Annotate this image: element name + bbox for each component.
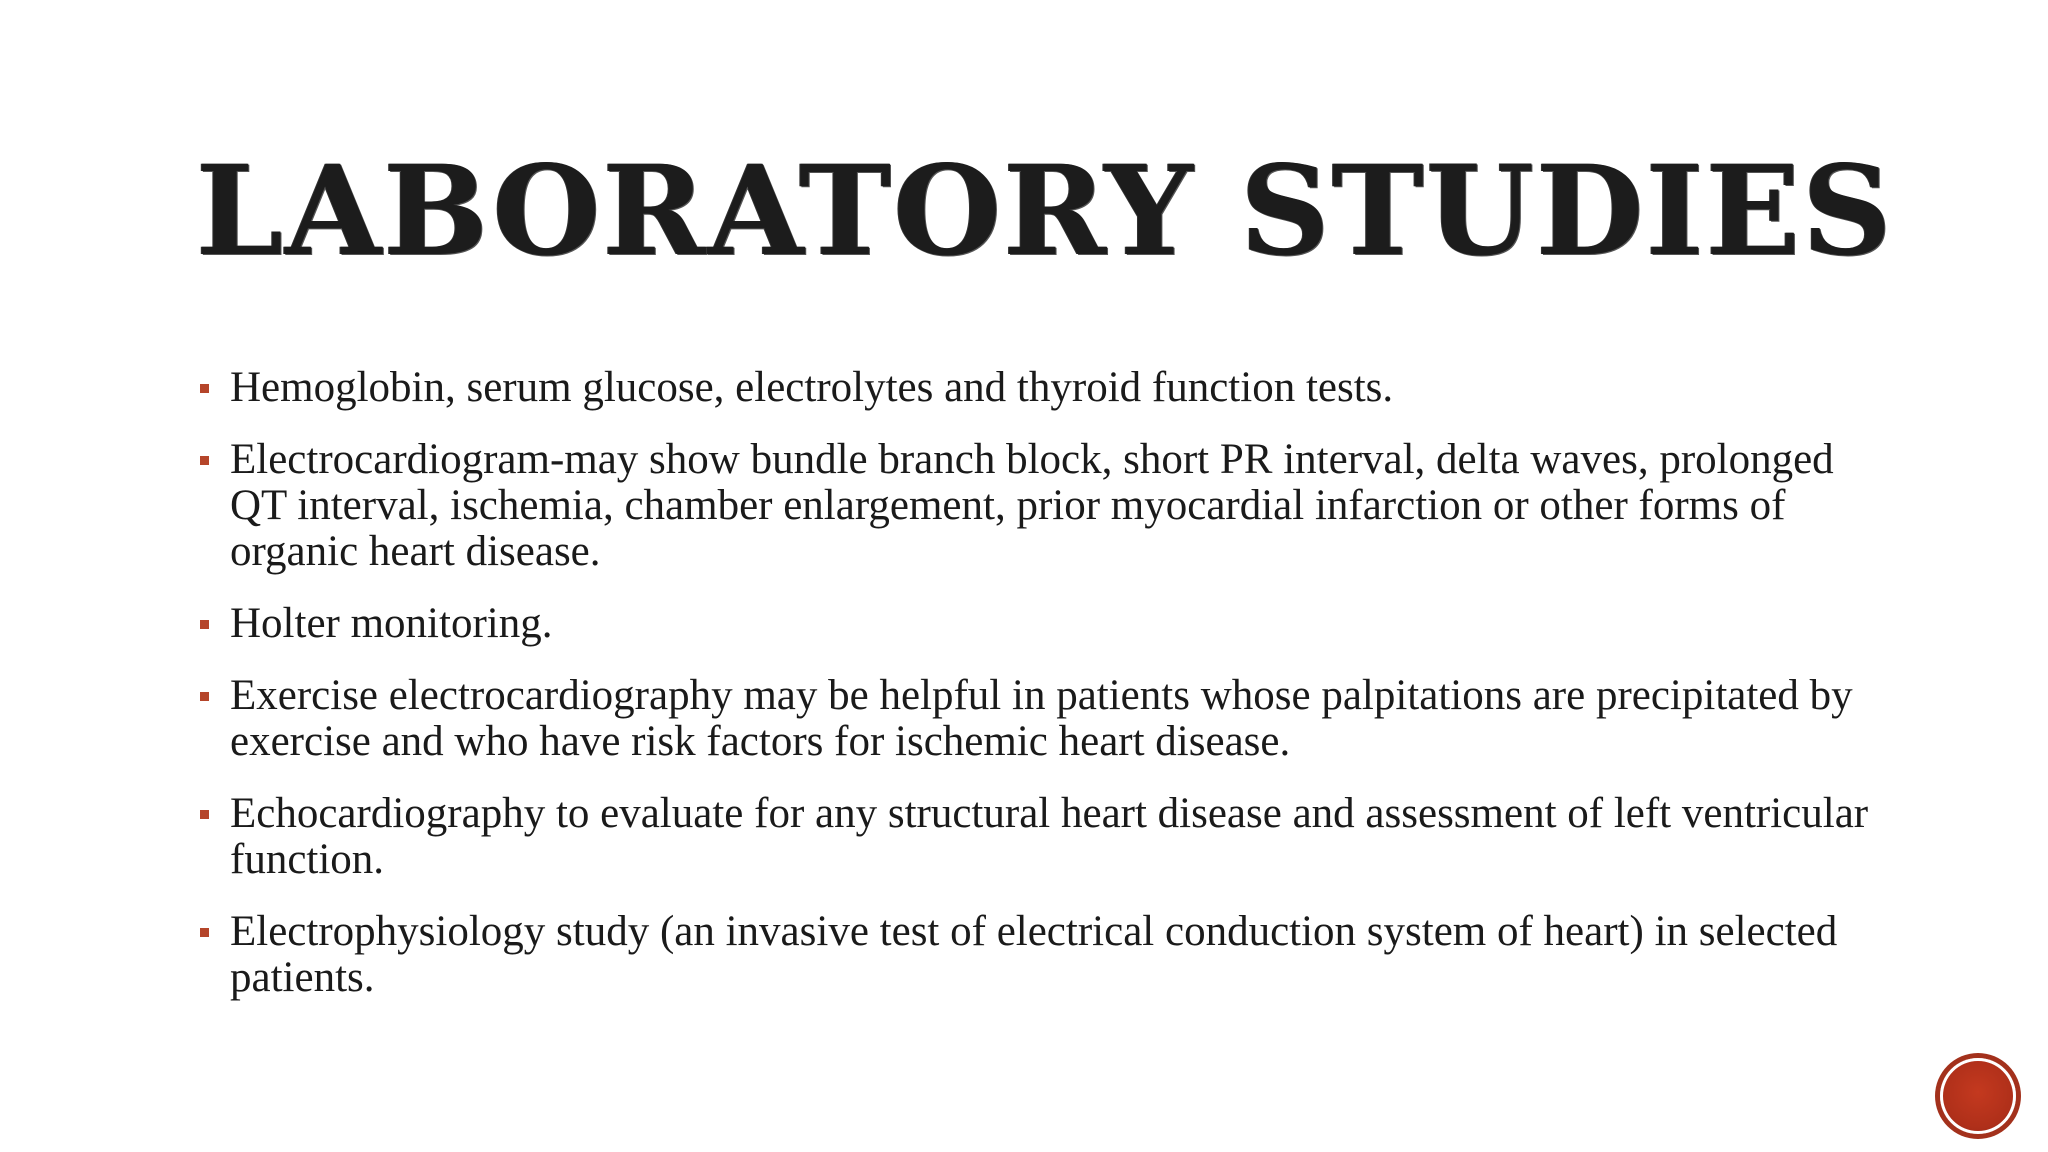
square-bullet-icon (200, 456, 209, 465)
list-item (196, 909, 1896, 1001)
slide-number-badge (1940, 1058, 2016, 1134)
list-item (196, 437, 1896, 575)
bullet-list (196, 365, 1896, 1027)
slide-title: LABORATORY STUDIES (196, 139, 1894, 284)
bullet-text: Holter monitoring. (230, 600, 553, 647)
list-item (196, 601, 1896, 647)
bullet-text: Hemoglobin, serum glucose, electrolytes and thyroid function tests. (230, 364, 1394, 411)
square-bullet-icon (200, 384, 209, 393)
bullet-text: Exercise electrocardiography may be helpful in patients whose palpitations are precipitated by exercise and who have risk factors for ischemic heart disease. (230, 672, 1853, 765)
square-bullet-icon (200, 810, 209, 819)
square-bullet-icon (200, 928, 209, 937)
bullet-text: Echocardiography to evaluate for any structural heart disease and assessment of left ventricular function. (230, 790, 1869, 883)
square-bullet-icon (200, 620, 209, 629)
bullet-text: Electrocardiogram-may show bundle branch block, short PR interval, delta waves, prolonged QT interval, ischemia, chamber enlargement, prior myocardial infarction or other forms of organic heart disease. (230, 436, 1834, 575)
square-bullet-icon (200, 692, 209, 701)
list-item (196, 365, 1896, 411)
bullet-text: Electrophysiology study (an invasive test of electrical conduction system of heart) in selected patients. (230, 908, 1838, 1001)
list-item (196, 791, 1896, 883)
list-item (196, 673, 1896, 765)
